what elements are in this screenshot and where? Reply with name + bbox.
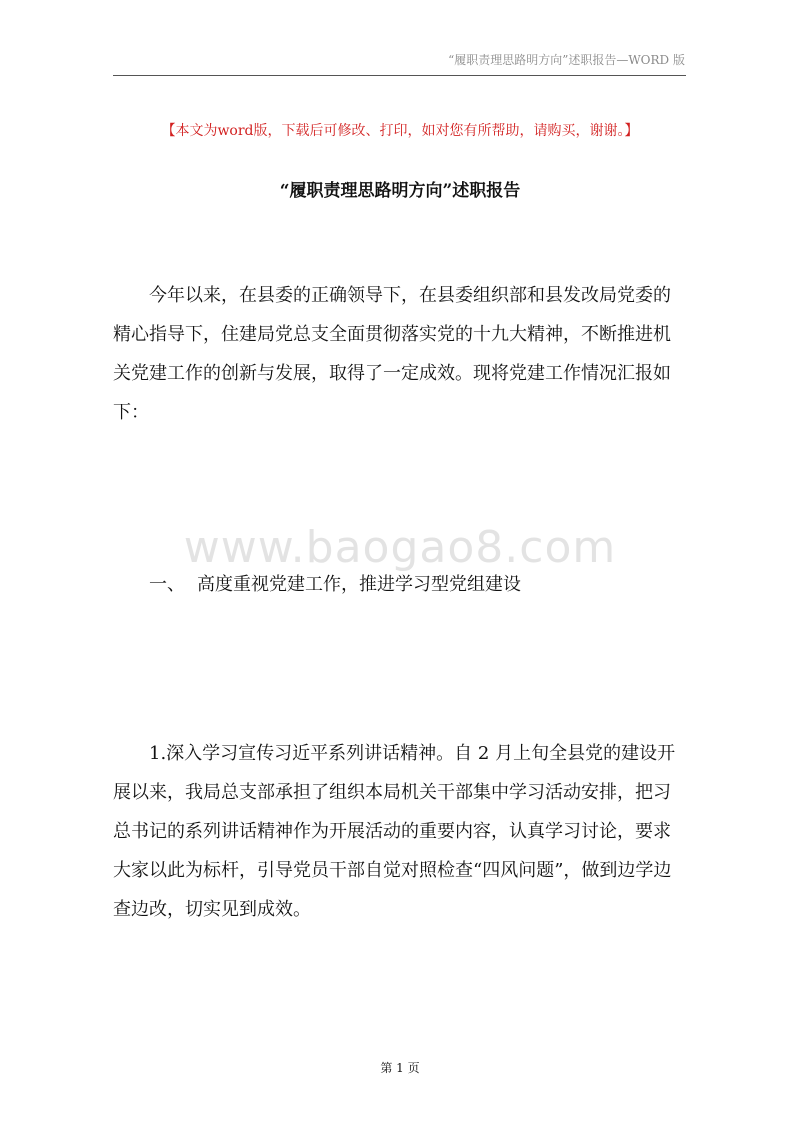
header-divider	[113, 75, 686, 76]
running-header: “履职责理思路明方向”述职报告—WORD 版	[448, 53, 685, 67]
section-number: 一、	[149, 574, 185, 595]
document-title: “履职责理思路明方向”述职报告	[279, 181, 521, 201]
section-heading-text: 高度重视党建工作，推进学习型党组建设	[197, 574, 521, 595]
page-number: 第 1 页	[380, 1061, 420, 1075]
section-heading	[149, 570, 521, 600]
watermark: www.baogao8.com	[183, 522, 617, 573]
download-notice: 【本文为word版，下载后可修改、打印，如对您有所帮助，请购买，谢谢。】	[161, 123, 639, 139]
intro-paragraph: 今年以来，在县委的正确领导下，在县委组织部和县发改局党委的精心指导下，住建局党总支全面贯彻落实党的十九大精神，不断推进机关党建工作的创新与发展，取得了一定成效。现将党建工作情况汇报如下：	[113, 285, 671, 423]
item-paragraph: 1.深入学习宣传习近平系列讲话精神。自 2 月上旬全县党的建设开展以来，我局总支部承担了组织本局机关干部集中学习活动安排，把习总书记的系列讲话精神作为开展活动的重要内容，认真学习讨论，要求大家以此为标杆，引导党员干部自觉对照检查“四风问题”，做到边学边查边改，切实见到成效。	[113, 743, 676, 920]
